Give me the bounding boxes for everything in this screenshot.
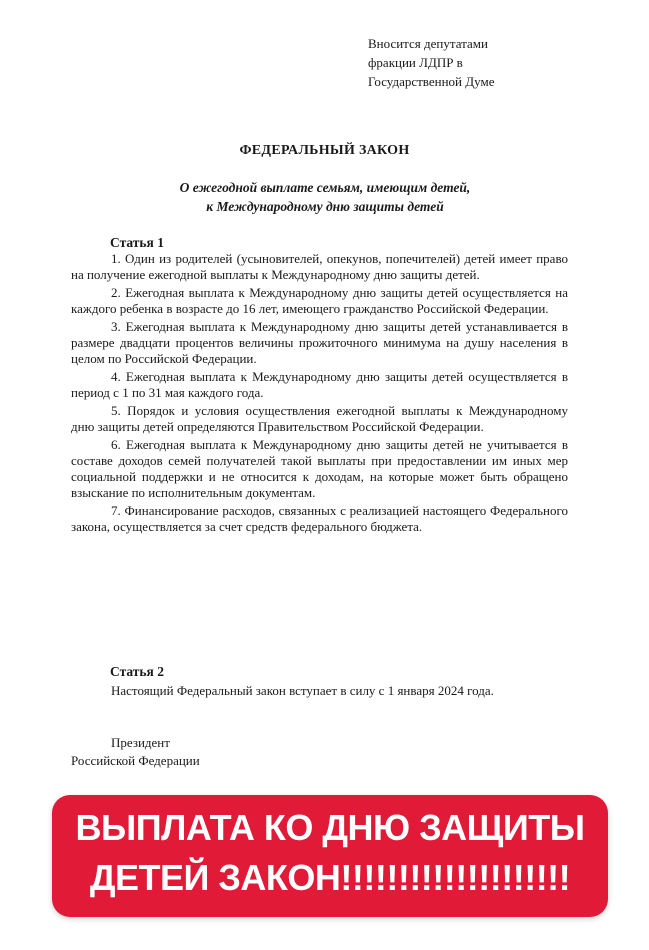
article-2-body: Настоящий Федеральный закон вступает в силу с 1 января 2024 года.	[111, 683, 494, 698]
article-paragraph: 7. Финансирование расходов, связанных с реализацией настоящего Федерального закона, осуществляется за счет средств федерального бюджета.	[71, 503, 568, 534]
submitted-by-line: Вносится депутатами	[368, 36, 488, 51]
law-title-line: к Международному дню защиты детей	[206, 199, 444, 214]
banner-line-2: ДЕТЕЙ ЗАКОН!!!!!!!!!!!!!!!!!!!!	[89, 857, 571, 898]
red-banner	[52, 795, 608, 917]
submitted-by-line: фракции ЛДПР в	[368, 55, 463, 70]
article-paragraph: 6. Ежегодная выплата к Международному дню защиты детей не учитывается в составе доходов семей получателей такой выплаты при предоставлении им иных мер социальной поддержки и не относится к доходам, на которые может быть обращено взыскание по исполнительным документам.	[71, 437, 568, 500]
submitted-by-block	[368, 34, 618, 91]
signature-title: Президент	[111, 735, 170, 750]
article-1-heading: Статья 1	[110, 235, 164, 250]
banner-line-1: ВЫПЛАТА КО ДНЮ ЗАЩИТЫ	[75, 807, 585, 848]
article-paragraph: 1. Один из родителей (усыновителей, опекунов, попечителей) детей имеет право на получение ежегодной выплаты к Международному дню защиты детей.	[71, 251, 568, 282]
signature-block	[71, 734, 321, 770]
submitted-by-line: Государственной Думе	[368, 74, 495, 89]
article-1-body	[71, 251, 568, 537]
law-title	[60, 178, 590, 216]
article-paragraph: 2. Ежегодная выплата к Международному дню защиты детей осуществляется на каждого ребенка в возрасте до 16 лет, имеющего гражданство Российской Федерации.	[71, 285, 568, 316]
article-paragraph: 5. Порядок и условия осуществления ежегодной выплаты к Международному дню защиты детей определяются Правительством Российской Федерации.	[71, 403, 568, 434]
article-paragraph: 3. Ежегодная выплата к Международному дню защиты детей устанавливается в размере двадцати процентов величины прожиточного минимума на душу населения в целом по Российской Федерации.	[71, 319, 568, 366]
law-type-heading: ФЕДЕРАЛЬНЫЙ ЗАКОН	[239, 143, 410, 158]
article-2-heading: Статья 2	[110, 664, 164, 679]
article-paragraph: 4. Ежегодная выплата к Международному дню защиты детей осуществляется в период с 1 по 31 мая каждого года.	[71, 369, 568, 400]
signature-org: Российской Федерации	[71, 753, 200, 768]
law-title-line: О ежегодной выплате семьям, имеющим детей,	[179, 180, 471, 195]
